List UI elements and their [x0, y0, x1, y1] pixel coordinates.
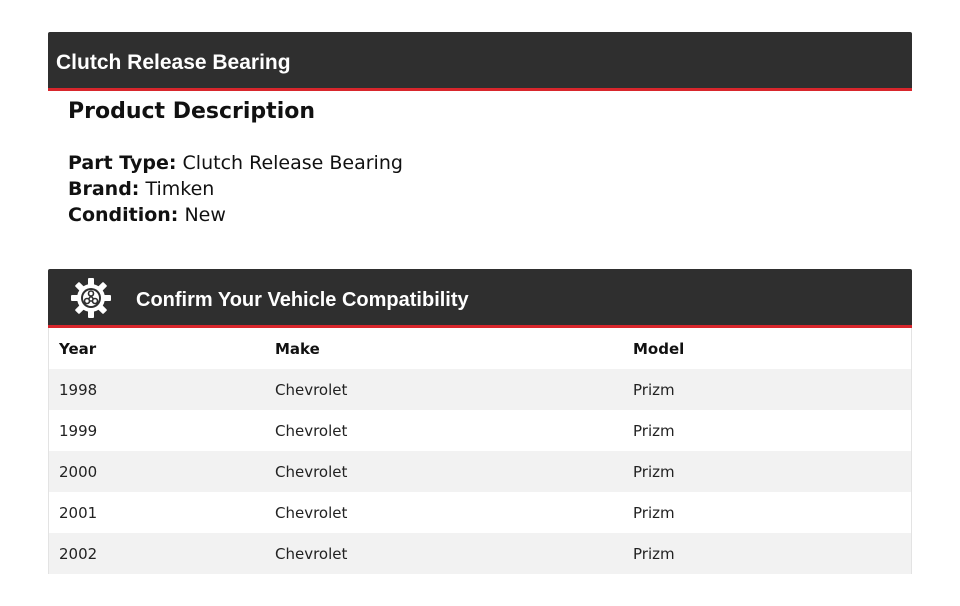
cell-year: 2001	[59, 503, 98, 522]
cell-model: Prizm	[633, 421, 675, 440]
table-header-row	[49, 328, 911, 369]
spec-label: Condition:	[68, 204, 179, 226]
cell-make: Chevrolet	[275, 380, 348, 399]
compatibility-header-bar	[48, 269, 912, 328]
table-row	[49, 533, 911, 574]
cell-make: Chevrolet	[275, 462, 348, 481]
cell-year: 2000	[59, 462, 98, 481]
compatibility-table-container	[48, 328, 912, 574]
spec-value: Timken	[145, 178, 215, 200]
spec-value: Clutch Release Bearing	[182, 152, 403, 174]
compatibility-title: Confirm Your Vehicle Compatibility	[136, 289, 469, 311]
spec-brand	[68, 176, 888, 202]
column-header-year: Year	[59, 339, 97, 358]
table-row	[49, 369, 911, 410]
spec-list	[68, 150, 888, 228]
column-header-make: Make	[275, 339, 320, 358]
cell-make: Chevrolet	[275, 421, 348, 440]
spec-label: Part Type:	[68, 152, 177, 174]
spec-label: Brand:	[68, 178, 140, 200]
table-row	[49, 410, 911, 451]
spec-condition	[68, 202, 888, 228]
cell-year: 1999	[59, 421, 98, 440]
cell-make: Chevrolet	[275, 503, 348, 522]
cell-model: Prizm	[633, 380, 675, 399]
gear-icon	[70, 277, 112, 319]
column-header-model: Model	[633, 339, 685, 358]
cell-model: Prizm	[633, 503, 675, 522]
product-description	[68, 96, 888, 228]
table-row	[49, 451, 911, 492]
description-heading: Product Description	[68, 99, 316, 124]
product-title: Clutch Release Bearing	[56, 51, 291, 74]
cell-model: Prizm	[633, 462, 675, 481]
product-title-bar	[48, 32, 912, 91]
cell-year: 1998	[59, 380, 98, 399]
spec-value: New	[184, 204, 226, 226]
spec-part-type	[68, 150, 888, 176]
table-row	[49, 492, 911, 533]
cell-model: Prizm	[633, 544, 675, 563]
cell-year: 2002	[59, 544, 98, 563]
compatibility-table	[49, 328, 911, 574]
cell-make: Chevrolet	[275, 544, 348, 563]
